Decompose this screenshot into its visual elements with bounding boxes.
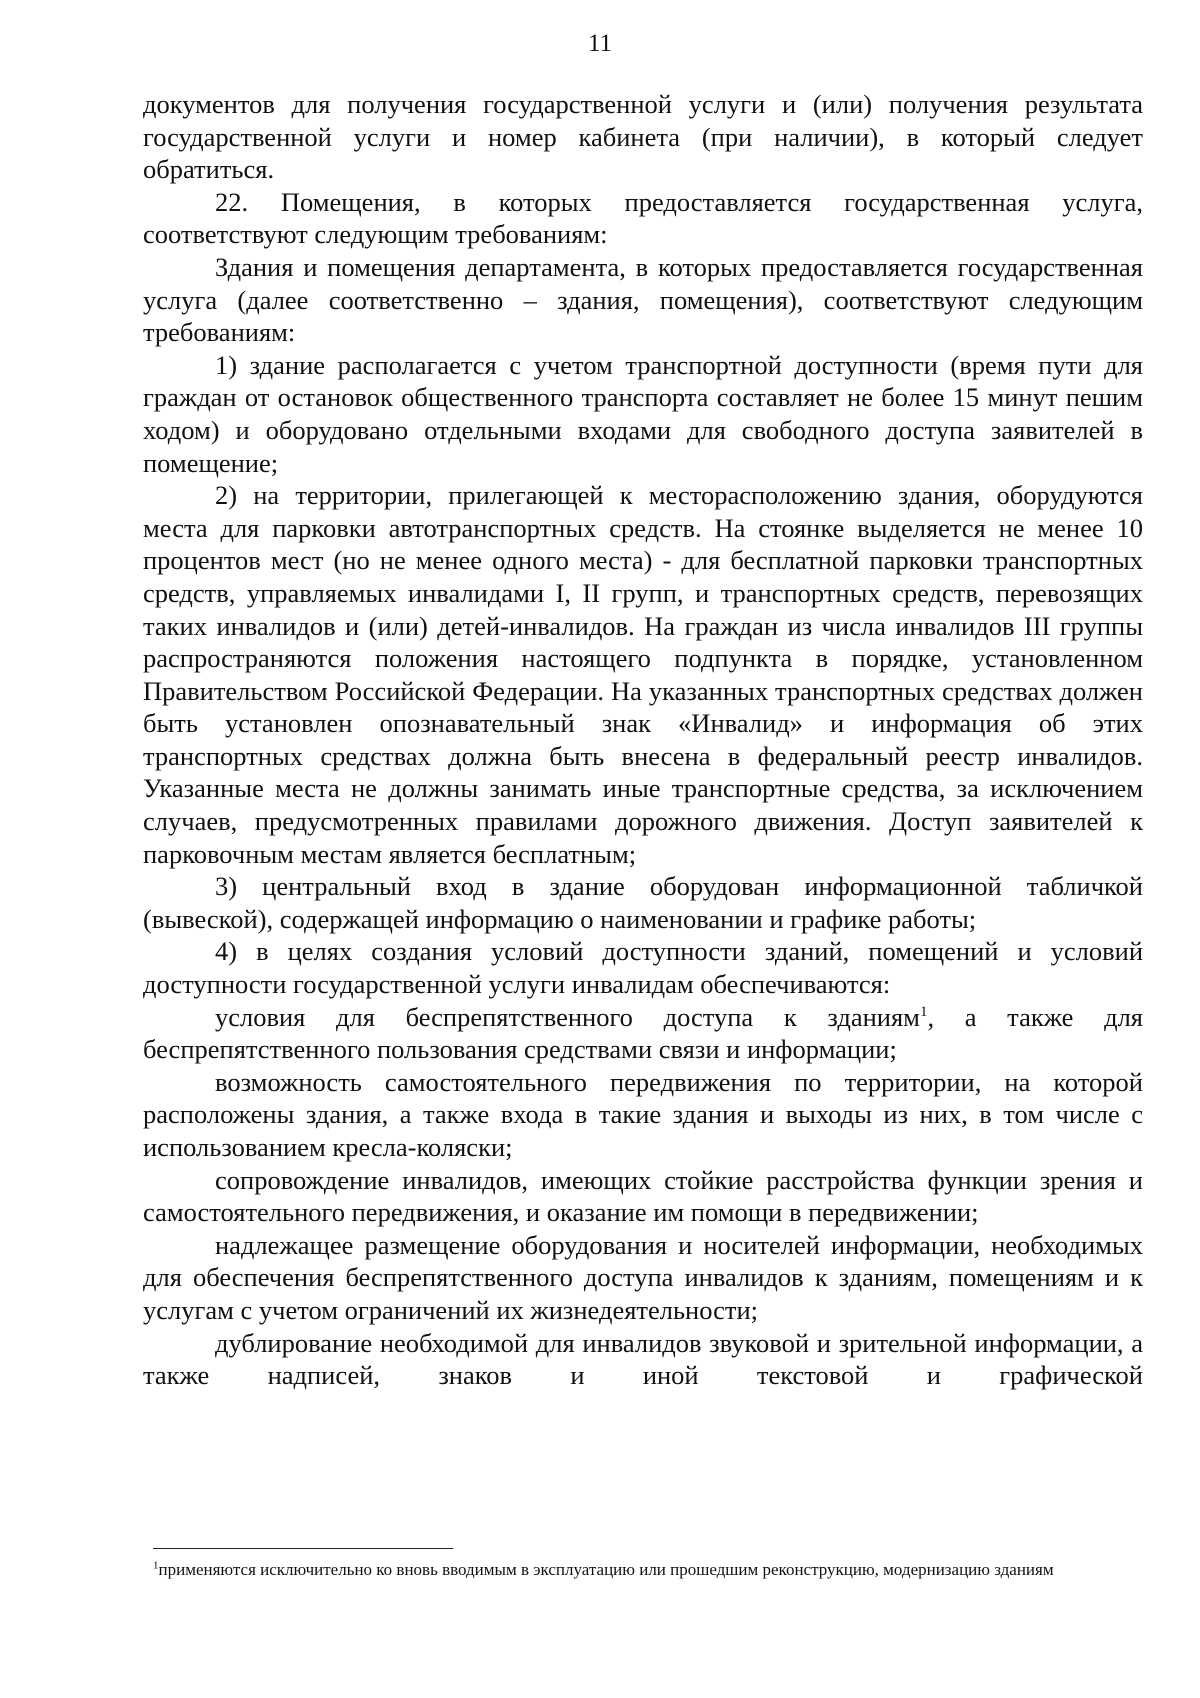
footnote-separator	[153, 1548, 453, 1549]
paragraph-buildings: Здания и помещения департамента, в которых предоставляется государственная услуга (далее соответственно – здания, помещения), соответствуют следующим требованиям:	[143, 251, 1143, 348]
paragraph-subitem-3: 3) центральный вход в здание оборудован информационной табличкой (вывеской), содержащей информацию о наименовании и графике работы;	[143, 871, 1143, 934]
paragraph-escort: сопровождение инвалидов, имеющих стойкие расстройства функции зрения и самостоятельного передвижения, и оказание им помощи в передвижении;	[143, 1164, 1143, 1228]
paragraph-movement: возможность самостоятельного передвижения по территории, на которой расположены здания, а также входа в такие здания и выходы из них, в том числе с использованием кресла-коляски;	[143, 1066, 1143, 1162]
paragraph-duplication: дублирование необходимой для инвалидов звуковой и зрительной информации, а также надписей, знаков и иной текстовой и графической	[143, 1327, 1143, 1391]
paragraph-equipment: надлежащее размещение оборудования и носителей информации, необходимых для обеспечения беспрепятственного доступа инвалидов к зданиям, помещениям и к услугам с учетом ограничений их жизнедеятельности;	[143, 1229, 1143, 1325]
paragraph-subitem-1: 1) здание располагается с учетом транспортной доступности (время пути для граждан от остановок общественного транспорта составляет не более 15 минут пешим ходом) и оборудовано отдельными входами для свободного доступа заявителей в помещение;	[143, 349, 1143, 478]
document-body	[143, 88, 1143, 1392]
paragraph-item-22: 22. Помещения, в которых предоставляется государственная услуга, соответствуют следующим требованиям:	[143, 186, 1143, 250]
paragraph-continuation: документов для получения государственной услуги и (или) получения результата государственной услуги и номер кабинета (при наличии), в который следует обратиться.	[143, 89, 1143, 185]
paragraph-conditions-access	[143, 1001, 1143, 1066]
footnote-text: применяются исключительно ко вновь вводимым в эксплуатацию или прошедшим реконструкцию, модернизацию зданиям	[158, 1560, 1054, 1579]
footnote-reference: 1	[919, 1003, 928, 1020]
paragraph-text: условия для беспрепятственного доступа к зданиям	[215, 1001, 920, 1032]
paragraph-subitem-2: 2) на территории, прилегающей к месторасположению здания, оборудуются места для парковки автотранспортных средств. На стоянке выделяется не менее 10 процентов мест (но не менее одного места) - для бесплатной парковки транспортных средств, управляемых инвалидами I, II групп, и транспортных средств, перевозящих таких инвалидов и (или) детей-инвалидов. На граждан из числа инвалидов III группы распространяются положения настоящего подпункта в порядке, установленном Правительством Российской Федерации. На указанных транспортных средствах должен быть установлен опознавательный знак «Инвалид» и информация об этих транспортных средствах должна быть внесена в федеральный реестр инвалидов. Указанные места не должны занимать иные транспортные средства, за исключением случаев, предусмотренных правилами дорожного движения. Доступ заявителей к парковочным местам является бесплатным;	[143, 480, 1143, 869]
footnote	[153, 1558, 1143, 1582]
paragraph-subitem-4: 4) в целях создания условий доступности зданий, помещений и условий доступности государственной услуги инвалидам обеспечиваются:	[143, 936, 1143, 1000]
paragraph-text: , а также для беспрепятственного пользования средствами связи и информации;	[143, 1001, 1143, 1065]
footnote-marker: 1	[153, 1559, 159, 1572]
page-number: 11	[587, 30, 613, 57]
